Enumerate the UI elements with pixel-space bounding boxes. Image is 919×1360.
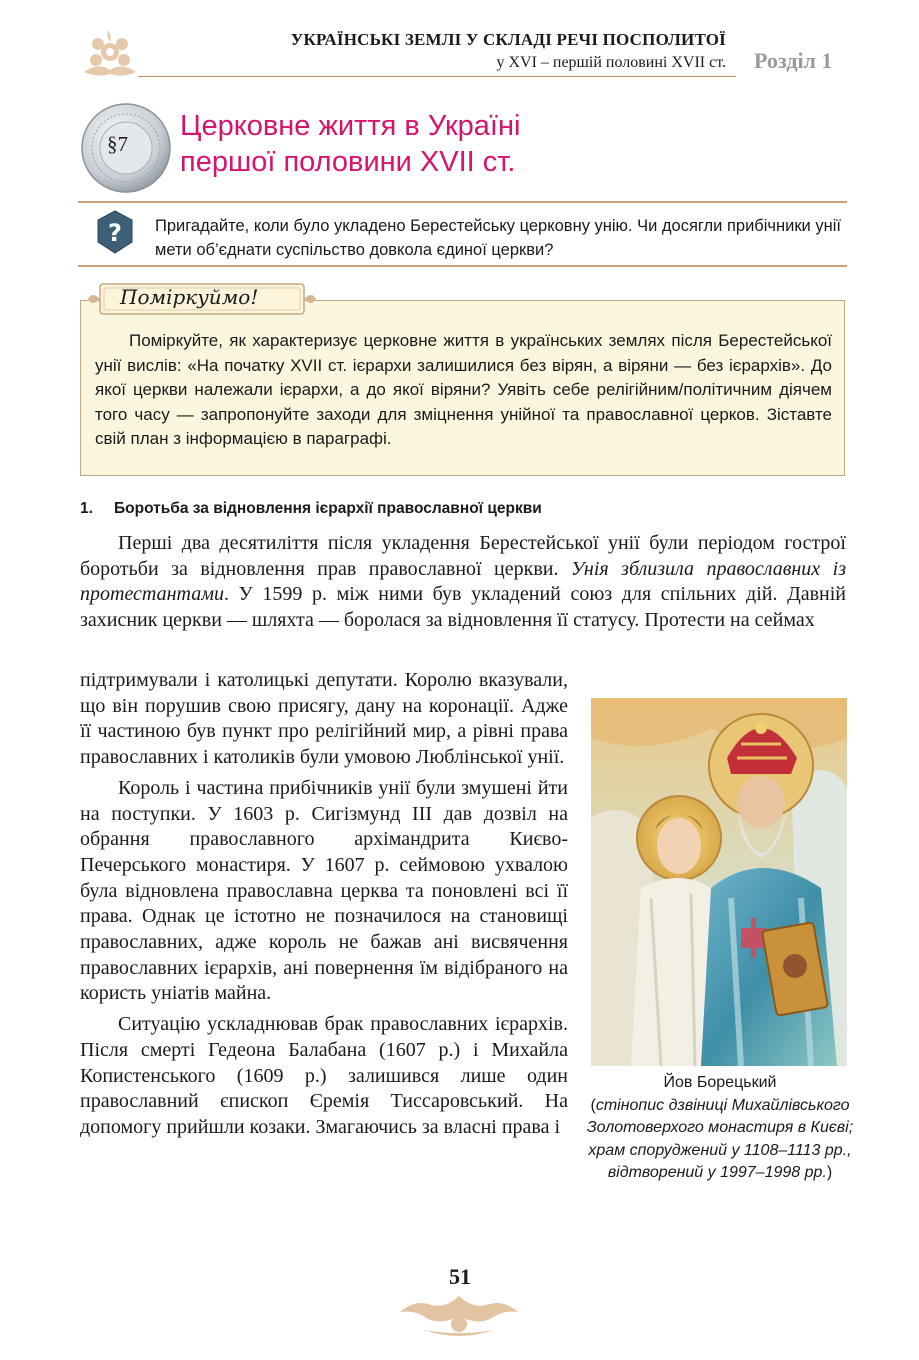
body-paragraph-1	[80, 531, 846, 634]
think-label: Поміркуймо!	[120, 285, 259, 309]
figure-caption-italic: стінопис дзвіниці Михайлівського Золотоверхого монастиря в Києві; храм споруджений у 1108–1113 рр., відтворений у 1997–1998 рр.	[586, 1096, 854, 1181]
think-text	[95, 329, 832, 452]
section-label: Розділ 1	[754, 48, 833, 73]
header-divider	[138, 76, 736, 77]
body-text-column	[80, 668, 568, 1141]
footer-ornament-icon	[394, 1286, 524, 1342]
body-p1-text-cont: . У 1599 р. між ними був укладений союз для спільних дій. Давній захисник церкви — шляхта — боролася за відновлення її статусу. Протести на сеймах	[80, 583, 846, 632]
figure-caption-name: Йов Борецький	[663, 1074, 777, 1091]
body-paragraph-2: Король і частина прибічників унії були змушені йти на поступки. У 1603 р. Сигізмунд III дав дозвіл на обрання православного архімандрита Києво-Печерського монастиря. У 1607 р. сеймовою ухвалою була відновлена православна церква та поновлені всі її права. Однак це істотно не позначилося на становищі православних, адже король не бажав ані висвячення православних ієрархів, ані повернення їм відібраного на користь уніатів майна.	[80, 776, 568, 1005]
paragraph-title-line-2: першої половини XVII ст.	[180, 146, 516, 178]
paragraph-title	[180, 108, 520, 180]
section-heading	[80, 500, 542, 518]
paragraph-title-line-1: Церковне життя в Україні	[180, 110, 521, 142]
section-title: Боротьба за відновлення ієрархії православної церкви	[114, 500, 542, 517]
figure-caption	[582, 1072, 858, 1185]
header-chapter-title: УКРАЇНСЬКІ ЗЕМЛІ У СКЛАДІ РЕЧІ ПОСПОЛИТОЇ	[290, 30, 726, 49]
recall-question-text: Пригадайте, коли було укладено Берестейську церковну унію. Чи досягли прибічники унії мети об’єднати суспільство довкола єдиної церкви?	[155, 217, 841, 259]
title-divider	[78, 201, 847, 203]
paragraph-number: §7	[107, 132, 128, 156]
floral-ornament-icon	[78, 26, 142, 82]
body-p1-italic: Унія зблизила православних із протестантами	[80, 557, 846, 606]
header-chapter-period: у XVI – першій половині XVII ст.	[496, 54, 726, 71]
body-paragraph-3: Ситуацію ускладнював брак православних ієрархів. Після смерті Гедеона Балабана (1607 р.) і Михайла Копистенського (1609 р.) залишився лише один православний єпископ Єремія Тиссаровський. На допомогу прийшли козаки. Змагаючись за власні права і	[80, 1013, 568, 1138]
page-number: 51	[449, 1264, 471, 1289]
svg-text:?: ?	[108, 219, 122, 247]
section-number: 1.	[80, 500, 93, 517]
think-text-content: Поміркуйте, як характеризує церковне життя в українських землях після Берестейської унії вислів: «На початку XVII ст. ієрархи залишилися без вірян, а віряни — без ієрархів». До якої церкви належали ієрархи, а до якої віряни? Уявіть себе релігійним/політичним діячем того часу — запропонуйте заходи для зміцнення унійної та православної церков. Зіставте свій план з інформацією в параграфі.	[95, 331, 832, 448]
body-text-full	[80, 531, 846, 634]
question-mark-icon	[96, 210, 134, 254]
question-divider	[78, 265, 847, 267]
figure-caption-details: (стінопис дзвіниці Михайлівського Золотоверхого монастиря в Києві; храм споруджений у 1108–1113 рр., відтворений у 1997–1998 рр.)	[586, 1096, 854, 1181]
fresco-illustration	[591, 698, 847, 1066]
body-paragraph-1-cont: підтримували і католицькі депутати. Королю вказували, що він порушив свою присягу, дану на коронації. Адже її частиною був пункт про релігійний мир, а рівні права православних і католиків були умовою Люблінської унії.	[80, 669, 568, 769]
body-p1-text: Перші два десятиліття після укладення Берестейської унії були періодом гострої боротьби за відновлення прав православної церкви.	[80, 532, 846, 580]
